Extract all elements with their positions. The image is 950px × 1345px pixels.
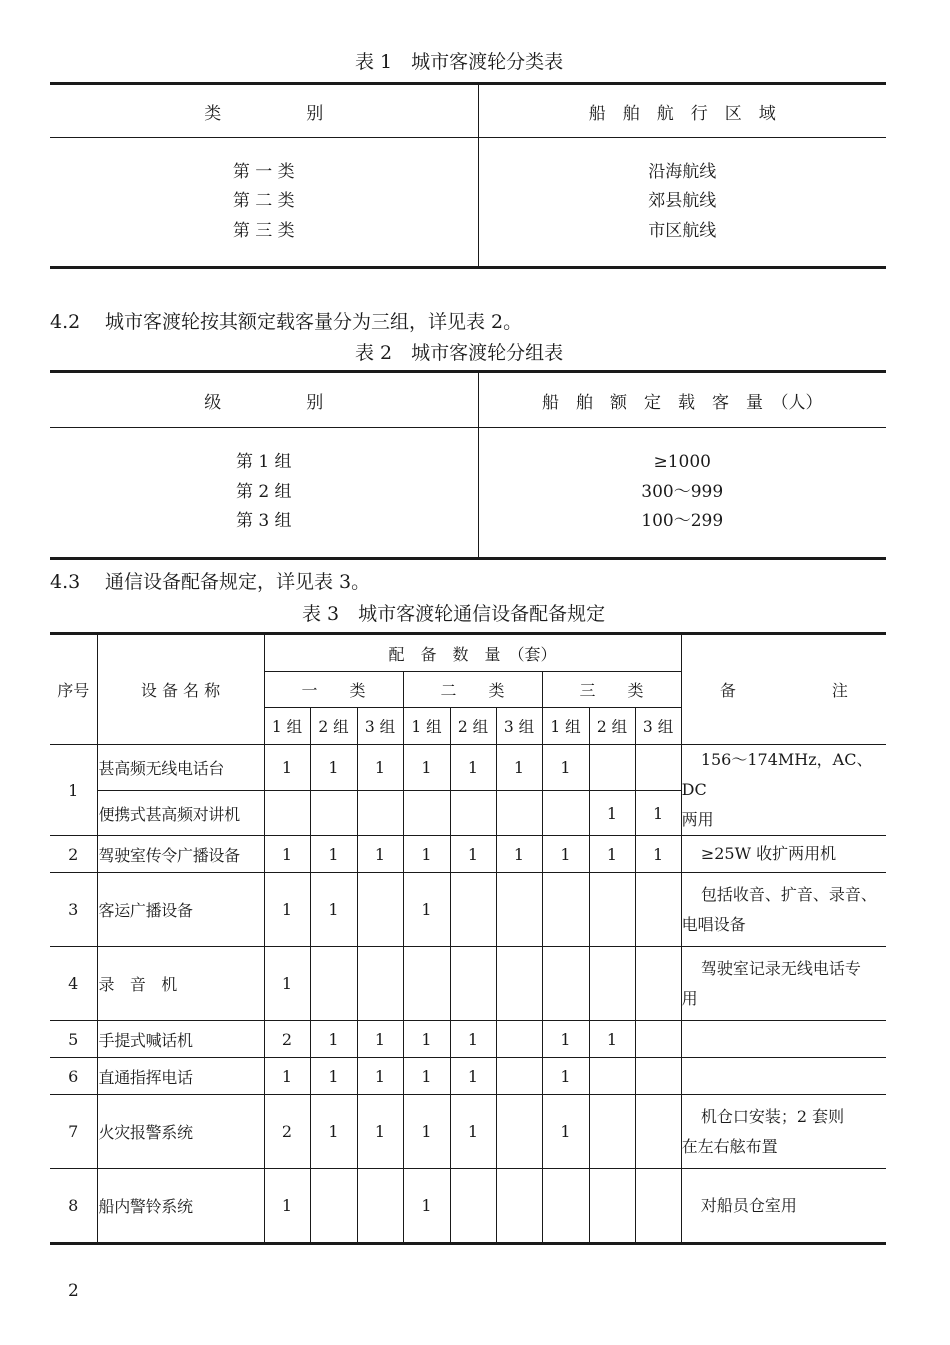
qty-cell [589, 947, 635, 1021]
table2-cell: ≥1000 [653, 452, 711, 473]
qty-cell: 2 [264, 1095, 310, 1169]
row-name: 便携式甚高频对讲机 [97, 791, 264, 836]
row-seq: 2 [50, 836, 97, 873]
table1-cell: 市区航线 [648, 220, 717, 241]
table1-cell: 沿海航线 [648, 161, 717, 182]
note-line: 电唱设备 [681, 914, 746, 934]
qty-cell [357, 873, 403, 947]
qty-cell [589, 1169, 635, 1244]
table-row [50, 873, 886, 947]
qty-cell [450, 873, 496, 947]
table-row [50, 1095, 886, 1169]
table1-cell: 第 一 类 [232, 161, 295, 182]
qty-cell: 1 [264, 873, 310, 947]
header-class-2: 二 类 [403, 672, 542, 708]
header-group: 1 组 [542, 708, 589, 745]
qty-cell: 1 [310, 836, 357, 873]
header-group: 2 组 [310, 708, 357, 745]
qty-cell: 1 [310, 1058, 357, 1095]
qty-cell: 1 [542, 836, 589, 873]
qty-cell: 1 [542, 745, 589, 791]
note-line: 机仓口安装；2 套则 [700, 1106, 845, 1126]
row-seq: 8 [50, 1169, 97, 1244]
header-group: 1 组 [264, 708, 310, 745]
qty-cell [542, 873, 589, 947]
qty-cell: 1 [357, 1021, 403, 1058]
qty-cell [635, 1169, 681, 1244]
table1-categories [50, 138, 478, 268]
qty-cell: 1 [403, 745, 450, 791]
qty-cell: 1 [450, 1058, 496, 1095]
row-seq: 3 [50, 873, 97, 947]
table-row [50, 745, 886, 791]
qty-cell: 1 [542, 1095, 589, 1169]
row-note [681, 1058, 886, 1095]
table2-cell: 300～999 [641, 481, 724, 502]
row-seq: 6 [50, 1058, 97, 1095]
header-class-1: 一 类 [264, 672, 403, 708]
qty-cell [264, 791, 310, 836]
row-seq: 5 [50, 1021, 97, 1058]
qty-cell [496, 873, 542, 947]
table2-cell: 第 1 组 [235, 452, 292, 473]
qty-cell: 1 [403, 836, 450, 873]
qty-cell [589, 1058, 635, 1095]
qty-cell [635, 947, 681, 1021]
row-note [681, 745, 886, 836]
qty-cell: 1 [264, 836, 310, 873]
qty-cell: 1 [310, 745, 357, 791]
table1-cell: 第 二 类 [232, 191, 295, 212]
qty-cell [635, 745, 681, 791]
qty-cell [310, 947, 357, 1021]
row-name: 手提式喊话机 [97, 1021, 264, 1058]
table1-areas [478, 138, 886, 268]
qty-cell: 1 [357, 1058, 403, 1095]
section-text: 城市客渡轮按其额定载客量分为三组，详见表 2。 [105, 311, 523, 333]
header-group: 3 组 [357, 708, 403, 745]
qty-cell [496, 1169, 542, 1244]
table2-caption: 表 2 城市客渡轮分组表 [355, 342, 564, 364]
qty-cell: 1 [635, 836, 681, 873]
row-seq: 7 [50, 1095, 97, 1169]
qty-cell [542, 1169, 589, 1244]
qty-cell: 1 [403, 873, 450, 947]
qty-cell: 1 [264, 745, 310, 791]
table2 [50, 370, 886, 560]
qty-cell [450, 1169, 496, 1244]
qty-cell [589, 1095, 635, 1169]
table2-cell: 100～299 [641, 511, 724, 532]
section-4-2 [50, 307, 522, 334]
row-note [681, 873, 886, 947]
section-number: 4.3 [50, 571, 81, 593]
qty-cell [635, 1095, 681, 1169]
qty-cell: 1 [403, 1021, 450, 1058]
table1-header-area: 船 舶 航 行 区 域 [478, 84, 886, 138]
row-name: 直通指挥电话 [97, 1058, 264, 1095]
row-seq: 1 [50, 745, 97, 836]
row-name: 甚高频无线电话台 [97, 745, 264, 791]
section-text: 通信设备配备规定，详见表 3。 [105, 571, 371, 593]
qty-cell [310, 1169, 357, 1244]
note-line: 对船员仓室用 [700, 1195, 797, 1215]
qty-cell: 1 [310, 1095, 357, 1169]
table1-cell: 郊县航线 [648, 191, 717, 212]
qty-cell [450, 791, 496, 836]
header-group: 2 组 [450, 708, 496, 745]
qty-cell [496, 1095, 542, 1169]
qty-cell: 1 [264, 947, 310, 1021]
note-line: 156～174MHz，AC、DC [681, 750, 873, 799]
qty-cell: 1 [357, 1095, 403, 1169]
qty-cell: 1 [589, 836, 635, 873]
table2-capacities [478, 428, 886, 559]
row-note [681, 836, 886, 873]
qty-cell [635, 1058, 681, 1095]
row-name: 录 音 机 [97, 947, 264, 1021]
header-name: 设 备 名 称 [97, 634, 264, 745]
table2-groups [50, 428, 478, 559]
note-line: 两用 [681, 810, 714, 829]
qty-cell [542, 947, 589, 1021]
qty-cell: 1 [310, 1021, 357, 1058]
table1-cell: 第 三 类 [232, 220, 295, 241]
table1 [50, 82, 886, 269]
qty-cell: 1 [450, 745, 496, 791]
row-name: 船内警铃系统 [97, 1169, 264, 1244]
qty-cell: 2 [264, 1021, 310, 1058]
header-group: 1 组 [403, 708, 450, 745]
row-name: 驾驶室传令广播设备 [97, 836, 264, 873]
qty-cell [357, 1169, 403, 1244]
header-group: 3 组 [496, 708, 542, 745]
qty-cell: 1 [403, 1169, 450, 1244]
qty-cell: 1 [357, 745, 403, 791]
qty-cell [589, 745, 635, 791]
page-number: 2 [68, 1281, 79, 1301]
header-remark: 备 注 [681, 634, 886, 745]
table3-caption: 表 3 城市客渡轮通信设备配备规定 [302, 603, 606, 625]
qty-cell: 1 [450, 836, 496, 873]
qty-cell [450, 947, 496, 1021]
row-note [681, 947, 886, 1021]
table-row [50, 1169, 886, 1244]
row-note [681, 1095, 886, 1169]
qty-cell: 1 [542, 1058, 589, 1095]
table2-header-capacity: 船 舶 额 定 载 客 量 （人） [478, 372, 886, 428]
qty-cell: 1 [589, 791, 635, 836]
table2-cell: 第 3 组 [235, 511, 292, 532]
qty-cell: 1 [310, 873, 357, 947]
table1-caption: 表 1 城市客渡轮分类表 [355, 51, 564, 73]
qty-cell: 1 [496, 745, 542, 791]
qty-cell: 1 [403, 1058, 450, 1095]
qty-cell [496, 1058, 542, 1095]
qty-cell [496, 1021, 542, 1058]
qty-cell [496, 791, 542, 836]
qty-cell [496, 947, 542, 1021]
qty-cell: 1 [496, 836, 542, 873]
qty-cell [589, 873, 635, 947]
qty-cell [357, 947, 403, 1021]
qty-cell: 1 [589, 1021, 635, 1058]
section-number: 4.2 [50, 311, 81, 333]
qty-cell [403, 791, 450, 836]
qty-cell [635, 1021, 681, 1058]
row-name: 火灾报警系统 [97, 1095, 264, 1169]
qty-cell [310, 791, 357, 836]
qty-cell [542, 791, 589, 836]
qty-cell: 1 [635, 791, 681, 836]
qty-cell: 1 [264, 1058, 310, 1095]
qty-cell [403, 947, 450, 1021]
section-4-3 [50, 567, 370, 594]
table-row [50, 1058, 886, 1095]
header-group: 2 组 [589, 708, 635, 745]
note-line: 驾驶室记录无线电话专 [700, 958, 861, 978]
qty-cell: 1 [450, 1095, 496, 1169]
note-line: ≥25W 收扩两用机 [700, 844, 837, 863]
qty-cell [357, 791, 403, 836]
table2-header-group: 级 别 [50, 372, 478, 428]
table-row [50, 1021, 886, 1058]
row-note [681, 1169, 886, 1244]
qty-cell: 1 [357, 836, 403, 873]
qty-cell: 1 [542, 1021, 589, 1058]
table-row [50, 947, 886, 1021]
qty-cell: 1 [403, 1095, 450, 1169]
table1-header-category: 类 别 [50, 84, 478, 138]
qty-cell: 1 [264, 1169, 310, 1244]
row-name: 客运广播设备 [97, 873, 264, 947]
row-note [681, 1021, 886, 1058]
table-row [50, 836, 886, 873]
table3 [50, 632, 886, 1245]
row-seq: 4 [50, 947, 97, 1021]
qty-cell [635, 873, 681, 947]
header-group: 3 组 [635, 708, 681, 745]
note-line: 用 [681, 988, 698, 1008]
header-class-3: 三 类 [542, 672, 681, 708]
note-line: 在左右舷布置 [681, 1136, 778, 1156]
note-line: 包括收音、扩音、录音、 [700, 884, 877, 904]
qty-cell: 1 [450, 1021, 496, 1058]
table2-cell: 第 2 组 [235, 481, 292, 502]
header-quantity: 配 备 数 量 （套） [264, 634, 681, 672]
header-seq: 序号 [50, 634, 97, 745]
